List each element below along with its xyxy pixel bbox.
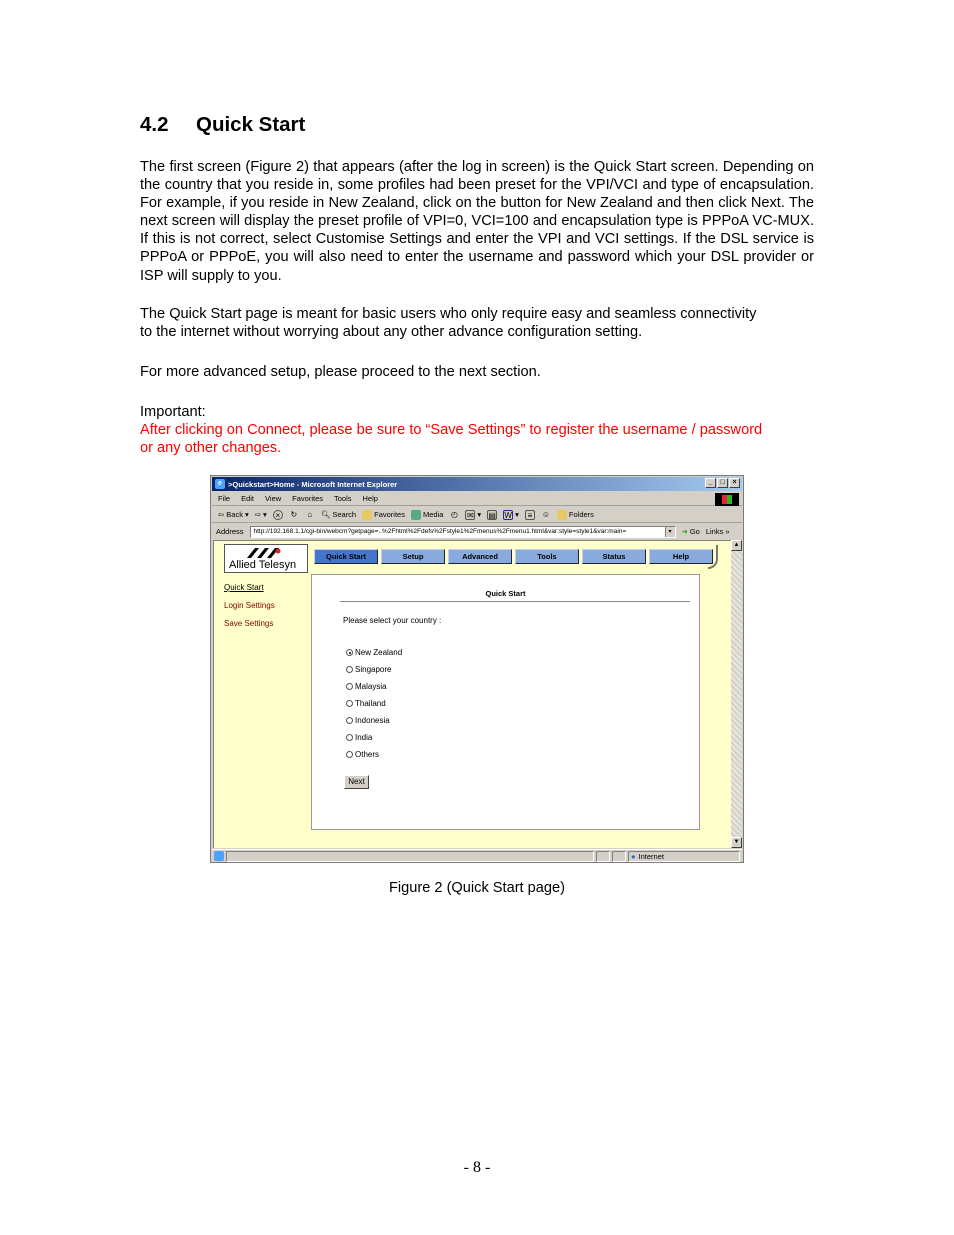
links-label: Links bbox=[705, 527, 724, 536]
menu-view[interactable]: View bbox=[265, 494, 282, 503]
minimize-button[interactable]: _ bbox=[705, 478, 716, 488]
media-label: Media bbox=[422, 510, 444, 519]
radio-new-zealand[interactable] bbox=[346, 644, 402, 661]
radio-button[interactable] bbox=[346, 700, 353, 707]
address-bar bbox=[212, 524, 742, 539]
vertical-scrollbar[interactable] bbox=[731, 540, 742, 848]
advanced-paragraph: For more advanced setup, please proceed to the next section. bbox=[140, 364, 541, 380]
radio-button-selected[interactable] bbox=[346, 649, 353, 656]
favorites-label: Favorites bbox=[374, 510, 405, 519]
panel-title: Quick Start bbox=[485, 589, 526, 598]
radio-label: Malaysia bbox=[355, 682, 387, 691]
radio-label: Others bbox=[355, 750, 380, 759]
important-line-2: or any other changes. bbox=[140, 440, 282, 457]
search-label: Search bbox=[332, 510, 357, 519]
ie-icon: e bbox=[215, 479, 225, 489]
discuss-icon[interactable]: ≡ bbox=[525, 510, 535, 520]
address-input[interactable] bbox=[250, 526, 676, 538]
radio-label: Thailand bbox=[355, 699, 386, 708]
address-label: Address bbox=[216, 527, 244, 536]
radio-label: India bbox=[355, 733, 373, 742]
status-bar bbox=[212, 849, 742, 862]
panel-divider bbox=[340, 601, 690, 602]
next-button[interactable]: Next bbox=[344, 775, 369, 789]
folders-button[interactable] bbox=[557, 510, 594, 520]
links-button[interactable]: Links » bbox=[705, 527, 730, 536]
radio-label: Singapore bbox=[355, 665, 392, 674]
allied-telesyn-logo bbox=[224, 544, 308, 573]
sidenav-login-settings[interactable]: Login Settings bbox=[224, 601, 275, 610]
logo-mark-icon bbox=[247, 548, 281, 558]
page-status-icon bbox=[214, 851, 224, 861]
tab-tools[interactable]: Tools bbox=[515, 549, 579, 564]
radio-thailand[interactable] bbox=[346, 695, 402, 712]
scroll-down-icon[interactable]: ▼ bbox=[731, 837, 742, 848]
menu-file[interactable]: File bbox=[218, 494, 231, 503]
window-controls bbox=[705, 478, 740, 488]
quick-start-panel bbox=[311, 574, 700, 830]
go-arrow-icon: ➜ bbox=[681, 527, 688, 536]
nav-decoration bbox=[708, 545, 718, 569]
favorites-icon bbox=[362, 510, 372, 520]
basic-users-paragraph bbox=[140, 305, 814, 341]
radio-button[interactable] bbox=[346, 683, 353, 690]
menu-tools[interactable]: Tools bbox=[334, 494, 352, 503]
tab-setup[interactable]: Setup bbox=[381, 549, 445, 564]
page-viewport bbox=[213, 540, 731, 848]
tab-status[interactable]: Status bbox=[582, 549, 646, 564]
menu-edit[interactable]: Edit bbox=[241, 494, 255, 503]
radio-malaysia[interactable] bbox=[346, 678, 402, 695]
mail-icon: ✉ bbox=[467, 510, 474, 520]
important-line-1: After clicking on Connect, please be sure to “Save Settings” to register the username / password bbox=[140, 422, 763, 439]
refresh-icon[interactable]: ↻ bbox=[290, 509, 298, 519]
sidenav-quick-start[interactable]: Quick Start bbox=[224, 583, 264, 592]
back-arrow-icon: ⇦ bbox=[218, 510, 225, 519]
main-nav-tabs bbox=[314, 549, 713, 564]
browser-toolbar bbox=[212, 507, 742, 523]
basic-users-line-2: to the internet without worrying about any other advance configuration setting. bbox=[140, 324, 643, 341]
status-cell bbox=[612, 851, 626, 862]
stop-icon[interactable]: × bbox=[273, 510, 283, 520]
section-heading bbox=[140, 113, 305, 137]
search-icon: 🔍︎ bbox=[320, 510, 331, 519]
favorites-button[interactable] bbox=[362, 510, 405, 520]
folder-icon bbox=[557, 510, 567, 520]
tab-advanced[interactable]: Advanced bbox=[448, 549, 512, 564]
media-icon bbox=[411, 510, 421, 520]
radio-singapore[interactable] bbox=[346, 661, 402, 678]
menu-favorites[interactable]: Favorites bbox=[292, 494, 323, 503]
word-icon: W bbox=[504, 510, 512, 520]
figure-screenshot bbox=[210, 475, 744, 863]
search-button[interactable] bbox=[321, 510, 356, 519]
tab-quick-start[interactable]: Quick Start bbox=[314, 549, 378, 564]
important-label: Important: bbox=[140, 404, 206, 420]
radio-button[interactable] bbox=[346, 734, 353, 741]
edit-button[interactable]: W ▾ bbox=[504, 510, 519, 520]
scroll-up-icon[interactable]: ▲ bbox=[731, 540, 742, 551]
internet-globe-icon: ● bbox=[631, 851, 636, 861]
window-titlebar bbox=[212, 477, 742, 491]
address-value: http://192.168.1.1/cgi-bin/webcm?getpage=..%2Fhtml%2Fdefs%2Fstyle1%2Fmenus%2Fmenu1.html&var:style=style1&var:main= bbox=[253, 527, 627, 535]
country-radio-group bbox=[346, 644, 402, 763]
mail-button[interactable]: ✉ ▾ bbox=[467, 510, 482, 520]
folders-label: Folders bbox=[568, 510, 594, 519]
section-title: Quick Start bbox=[196, 113, 306, 136]
important-note bbox=[140, 403, 814, 457]
forward-button[interactable]: ⇨ ▾ bbox=[254, 510, 267, 519]
windows-logo-icon bbox=[715, 493, 739, 506]
security-zone bbox=[628, 851, 740, 862]
figure-caption: Figure 2 (Quick Start page) bbox=[388, 880, 565, 896]
side-nav bbox=[224, 583, 275, 637]
section-number: 4.2 bbox=[140, 113, 169, 136]
messenger-icon[interactable]: ☺ bbox=[541, 509, 550, 519]
radio-label: Indonesia bbox=[355, 716, 390, 725]
page-number: - 8 - bbox=[463, 1159, 491, 1176]
menu-help[interactable]: Help bbox=[362, 494, 378, 503]
status-text-cell bbox=[226, 851, 594, 862]
history-icon[interactable]: ◴ bbox=[450, 509, 458, 519]
close-button[interactable]: × bbox=[729, 478, 740, 488]
maximize-button[interactable]: □ bbox=[717, 478, 728, 488]
back-label: Back bbox=[226, 510, 243, 519]
radio-button[interactable] bbox=[346, 751, 353, 758]
country-prompt: Please select your country : bbox=[343, 616, 442, 625]
radio-india[interactable] bbox=[346, 729, 402, 746]
sidenav-save-settings[interactable]: Save Settings bbox=[224, 619, 274, 628]
status-cell bbox=[596, 851, 610, 862]
back-button[interactable]: ⇦ Back ▾ bbox=[218, 510, 249, 519]
print-icon[interactable]: ▤ bbox=[488, 510, 496, 520]
home-icon[interactable]: ⌂ bbox=[307, 509, 313, 519]
radio-indonesia[interactable] bbox=[346, 712, 402, 729]
window-title: >Quickstart>Home - Microsoft Internet Explorer bbox=[228, 479, 398, 489]
radio-button[interactable] bbox=[346, 666, 353, 673]
radio-others[interactable] bbox=[346, 746, 402, 763]
go-button[interactable] bbox=[682, 527, 700, 536]
intro-paragraph: The first screen (Figure 2) that appears (after the log in screen) is the Quick Start screen. Depending on the country that you reside in, some profiles had been preset for the VPI/VCI and type of encapsulation. For example, if you reside in New Zealand, click on the button for New Zealand and then click Next. The next screen will display the preset profile of VPI=0, VCI=100 and encapsulation type is PPPoA VC-MUX. If this is not correct, select Customise Settings and enter the VPI and VCI settings. If the DSL service is PPPoA or PPPoE, you will also need to enter the username and password which your DSL provider or ISP will supply to you. bbox=[140, 159, 814, 284]
basic-users-line-1: The Quick Start page is meant for basic users who only require easy and seamless connectivity bbox=[140, 306, 757, 322]
address-dropdown-icon[interactable]: ▾ bbox=[665, 527, 675, 537]
tab-help[interactable]: Help bbox=[649, 549, 713, 564]
media-button[interactable] bbox=[411, 510, 443, 520]
logo-text: Allied Telesyn bbox=[229, 559, 297, 571]
forward-arrow-icon: ⇨ bbox=[254, 510, 262, 519]
radio-button[interactable] bbox=[346, 717, 353, 724]
radio-label: New Zealand bbox=[355, 648, 403, 657]
menu-bar bbox=[212, 492, 742, 506]
go-label: Go bbox=[689, 527, 700, 536]
zone-label: Internet bbox=[638, 851, 664, 861]
